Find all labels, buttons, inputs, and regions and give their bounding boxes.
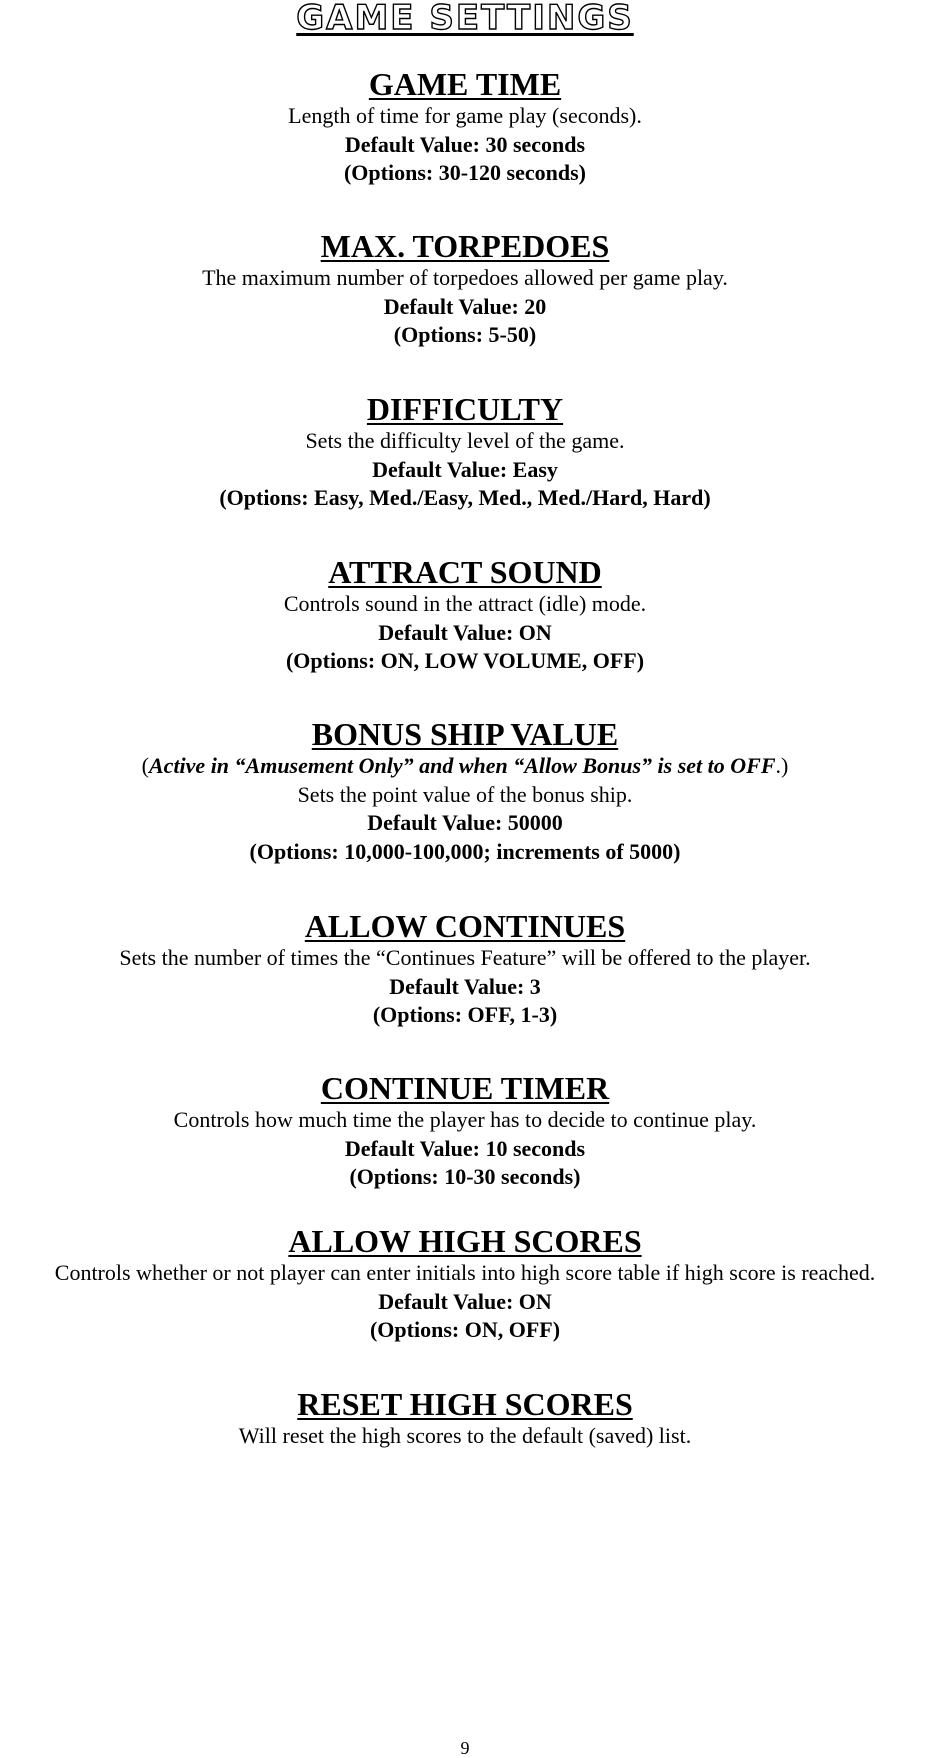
setting-options: (Options: ON, LOW VOLUME, OFF) [285,648,645,673]
setting-default-value: Default Value: Easy [372,456,558,482]
setting-heading: CONTINUE TIMER [320,1070,610,1106]
note-open: ( [141,753,149,778]
setting-options: (Options: Easy, Med./Easy, Med., Med./Hard, Hard) [219,485,711,510]
setting-options: (Options: OFF, 1-3) [372,1002,558,1027]
setting-options: (Options: 10-30 seconds) [349,1164,581,1189]
setting-description: Controls whether or not player can enter initials into high score table if high score is reached. [54,1260,876,1285]
setting-options: (Options: 10,000-100,000; increments of 5000) [249,838,681,864]
setting-continue-timer [0,1071,930,1192]
setting-heading: ALLOW HIGH SCORES [288,1223,642,1259]
setting-reset-high-scores [0,1387,930,1451]
setting-description: Sets the point value of the bonus ship. [297,781,633,807]
setting-description: Length of time for game play (seconds). [288,103,642,128]
setting-default-value: Default Value: 50000 [367,810,563,835]
note-close: .) [775,753,789,778]
setting-options: (Options: 30-120 seconds) [343,160,586,185]
setting-heading: ALLOW CONTINUES [304,908,626,944]
setting-default-value: Default Value: ON [378,1288,552,1314]
setting-heading: GAME TIME [368,66,562,102]
setting-bonus-ship-value [0,717,930,866]
setting-default-value: Default Value: 20 [383,293,547,319]
setting-difficulty [0,392,930,513]
setting-allow-high-scores [0,1224,930,1345]
setting-attract-sound [0,555,930,676]
setting-default-value: Default Value: 10 seconds [344,1135,586,1161]
setting-options: (Options: ON, OFF) [369,1317,561,1342]
page-number: 9 [460,1738,470,1758]
setting-heading: BONUS SHIP VALUE [311,716,619,752]
setting-description: Controls how much time the player has to decide to continue play. [173,1107,757,1132]
setting-allow-continues [0,909,930,1030]
setting-max-torpedoes [0,229,930,350]
setting-game-time [0,67,930,188]
setting-default-value: Default Value: 30 seconds [344,131,586,157]
setting-heading: DIFFICULTY [366,391,564,427]
setting-heading: ATTRACT SOUND [328,554,602,590]
setting-heading: RESET HIGH SCORES [297,1386,633,1422]
setting-options: (Options: 5-50) [393,322,537,347]
setting-description: The maximum number of torpedoes allowed per game play. [202,265,728,290]
setting-default-value: Default Value: 3 [389,973,541,999]
setting-heading: MAX. TORPEDOES [320,228,610,264]
setting-description: Sets the difficulty level of the game. [305,428,625,453]
page-title: GAME SETTINGS [296,0,634,38]
setting-description: Sets the number of times the “Continues Feature” will be offered to the player. [119,945,811,970]
note-emphasis: Active in “Amusement Only” and when “Allow Bonus” is set to OFF [149,753,776,778]
setting-description: Controls sound in the attract (idle) mode. [283,591,647,616]
setting-description: Will reset the high scores to the default (saved) list. [238,1423,692,1448]
setting-default-value: Default Value: ON [378,619,552,645]
setting-note [0,752,930,781]
